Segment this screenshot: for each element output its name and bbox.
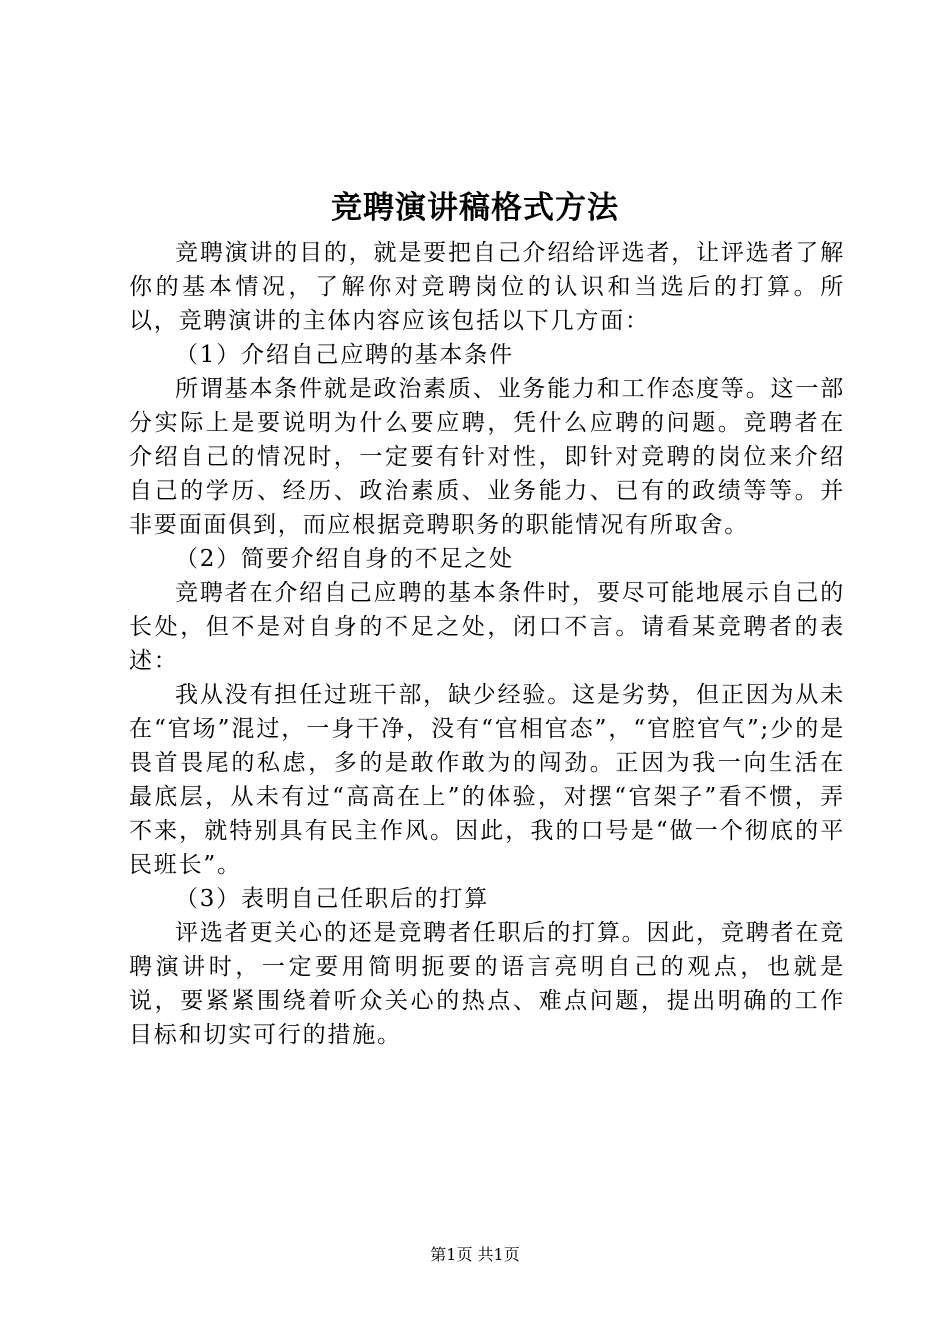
- page-number-footer: 第1页 共1页: [430, 1245, 520, 1264]
- document-title: 竞聘演讲稿格式方法: [331, 190, 619, 226]
- paragraph-section-2: 竞聘者在介绍自己应聘的基本条件时，要尽可能地展示自己的长处，但不是对自身的不足之处，闭口不言。请看某竞聘者的表述：: [129, 580, 845, 674]
- document-body: [129, 236, 845, 1052]
- paragraph-intro: 竞聘演讲的目的，就是要把自己介绍给评选者，让评选者了解你的基本情况，了解你对竞聘岗位的认识和当选后的打算。所以，竞聘演讲的主体内容应该包括以下几方面：: [129, 240, 845, 334]
- section-heading-1: （1）介绍自己应聘的基本条件: [175, 342, 514, 368]
- paragraph-example-quote: 我从没有担任过班干部，缺少经验。这是劣势，但正因为从未在“官场”混过，一身干净，没有“官相官态”，“官腔官气”;少的是畏首畏尾的私虑，多的是敢作敢为的闯劲。正因为我一向生活在最底层，从未有过“高高在上”的体验，对摆“官架子”看不惯，弄不来，就特别具有民主作风。因此，我的口号是“做一个彻底的平民班长”。: [129, 682, 845, 878]
- section-heading-2: （2）简要介绍自身的不足之处: [175, 546, 514, 572]
- section-heading-3: （3）表明自己任职后的打算: [175, 886, 490, 912]
- paragraph-section-1: 所谓基本条件就是政治素质、业务能力和工作态度等。这一部分实际上是要说明为什么要应聘，凭什么应聘的问题。竞聘者在介绍自己的情况时，一定要有针对性，即针对竞聘的岗位来介绍自己的学历、经历、政治素质、业务能力、已有的政绩等等。并非要面面俱到，而应根据竞聘职务的职能情况有所取舍。: [129, 376, 845, 538]
- paragraph-section-3: 评选者更关心的还是竞聘者任职后的打算。因此，竞聘者在竞聘演讲时，一定要用简明扼要的语言亮明自己的观点，也就是说，要紧紧围绕着听众关心的热点、难点问题，提出明确的工作目标和切实可行的措施。: [129, 920, 845, 1048]
